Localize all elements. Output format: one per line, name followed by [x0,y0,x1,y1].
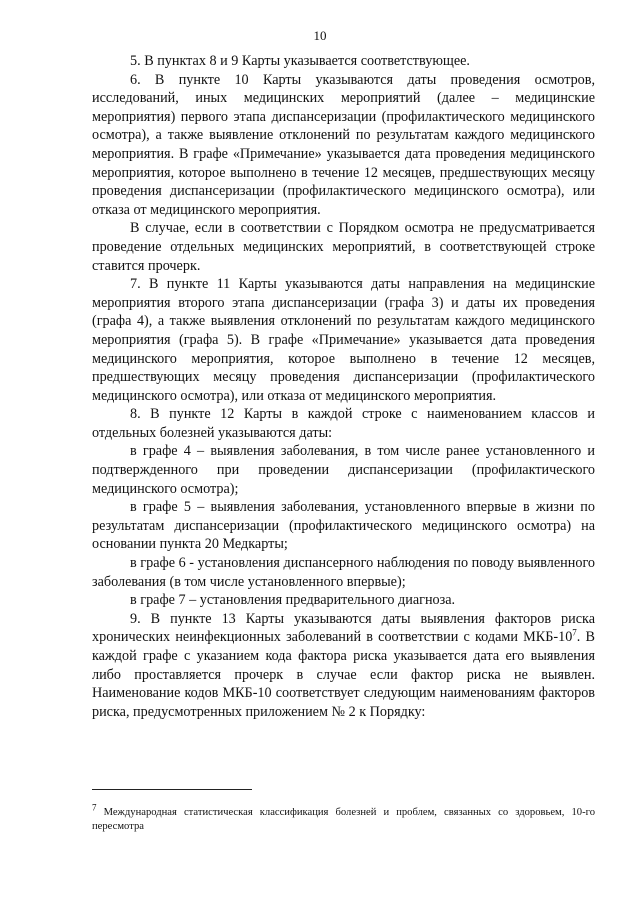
paragraph-item-8-column-5: в графе 5 – выявления заболевания, установленного впервые в жизни по результатам диспансеризации (профилактического медицинского осмотра) на основании пункта 20 Медкарты; [92,499,595,553]
paragraph-item-6-note: В случае, если в соответствии с Порядком осмотра не предусматривается проведение отдельных медицинских мероприятий, в соответствующей строке ставится прочерк. [92,220,595,274]
document-body [92,52,595,721]
footnote-reference[interactable]: 7 [572,627,577,638]
paragraph-item-7: 7. В пункте 11 Карты указываются даты направления на медицинские мероприятия второго этапа диспансеризации (графа 3) и даты их проведения (графа 4), а также выявления отклонений по результатам каждого медицинского мероприятия (графа 5). В графе «Примечание» указывается дата проведения медицинского мероприятия, которое выполнено в течение 12 месяцев, предшествующих месяцу проведения диспансеризации (профилактического медицинского осмотра), или отказа от медицинского мероприятия. [92,276,595,404]
paragraph-item-6: 6. В пункте 10 Карты указываются даты проведения осмотров, исследований, иных медицинских мероприятий (далее – медицинские мероприятия) первого этапа диспансеризации (профилактического медицинского осмотра), а также выявление отклонений по результатам каждого медицинского мероприятия. В графе «Примечание» указывается дата проведения медицинского мероприятия, которое выполнено в течение 12 месяцев, предшествующих месяцу проведения диспансеризации (профилактического медицинского осмотра), или отказа от медицинского мероприятия. [92,71,595,218]
footnote-text: Международная статистическая классификация болезней и проблем, связанных со здоровьем, 10-го пересмотра [92,807,595,832]
paragraph-item-8: 8. В пункте 12 Карты в каждой строке с наименованием классов и отдельных болезней указываются даты: [92,406,595,441]
footnote-divider [92,789,252,790]
paragraph-item-8-column-7: в графе 7 – установления предварительного диагноза. [130,592,456,609]
page-number: 10 [313,28,327,43]
paragraph-item-8-column-4: в графе 4 – выявления заболевания, в том числе ранее установленного и подтвержденного при проведении диспансеризации (профилактического медицинского осмотра); [92,443,595,497]
paragraph-item-9 [92,610,595,722]
paragraph-item-9-text-end: . В каждой графе с указанием кода фактора риска указывается дата его выявления либо проставляется прочерк в случае если фактор риска не выявлен. Наименование кодов МКБ-10 соответствует следующим наименованиям факторов риска, предусмотренных приложением № 2 к Порядку: [92,629,596,720]
paragraph-item-9-text-start: 9. В пункте 13 Карты указываются даты выявления факторов риска хронических неинфекционных заболеваний в соответствии с кодами МКБ-10 [92,610,595,646]
paragraph-item-5: 5. В пунктах 8 и 9 Карты указывается соответствующее. [130,53,470,69]
footnote-marker: 7 [92,802,97,813]
footnote [92,802,595,834]
paragraph-item-8-column-6: в графе 6 - установления диспансерного наблюдения по поводу выявленного заболевания (в том числе установленного впервые); [92,555,595,590]
